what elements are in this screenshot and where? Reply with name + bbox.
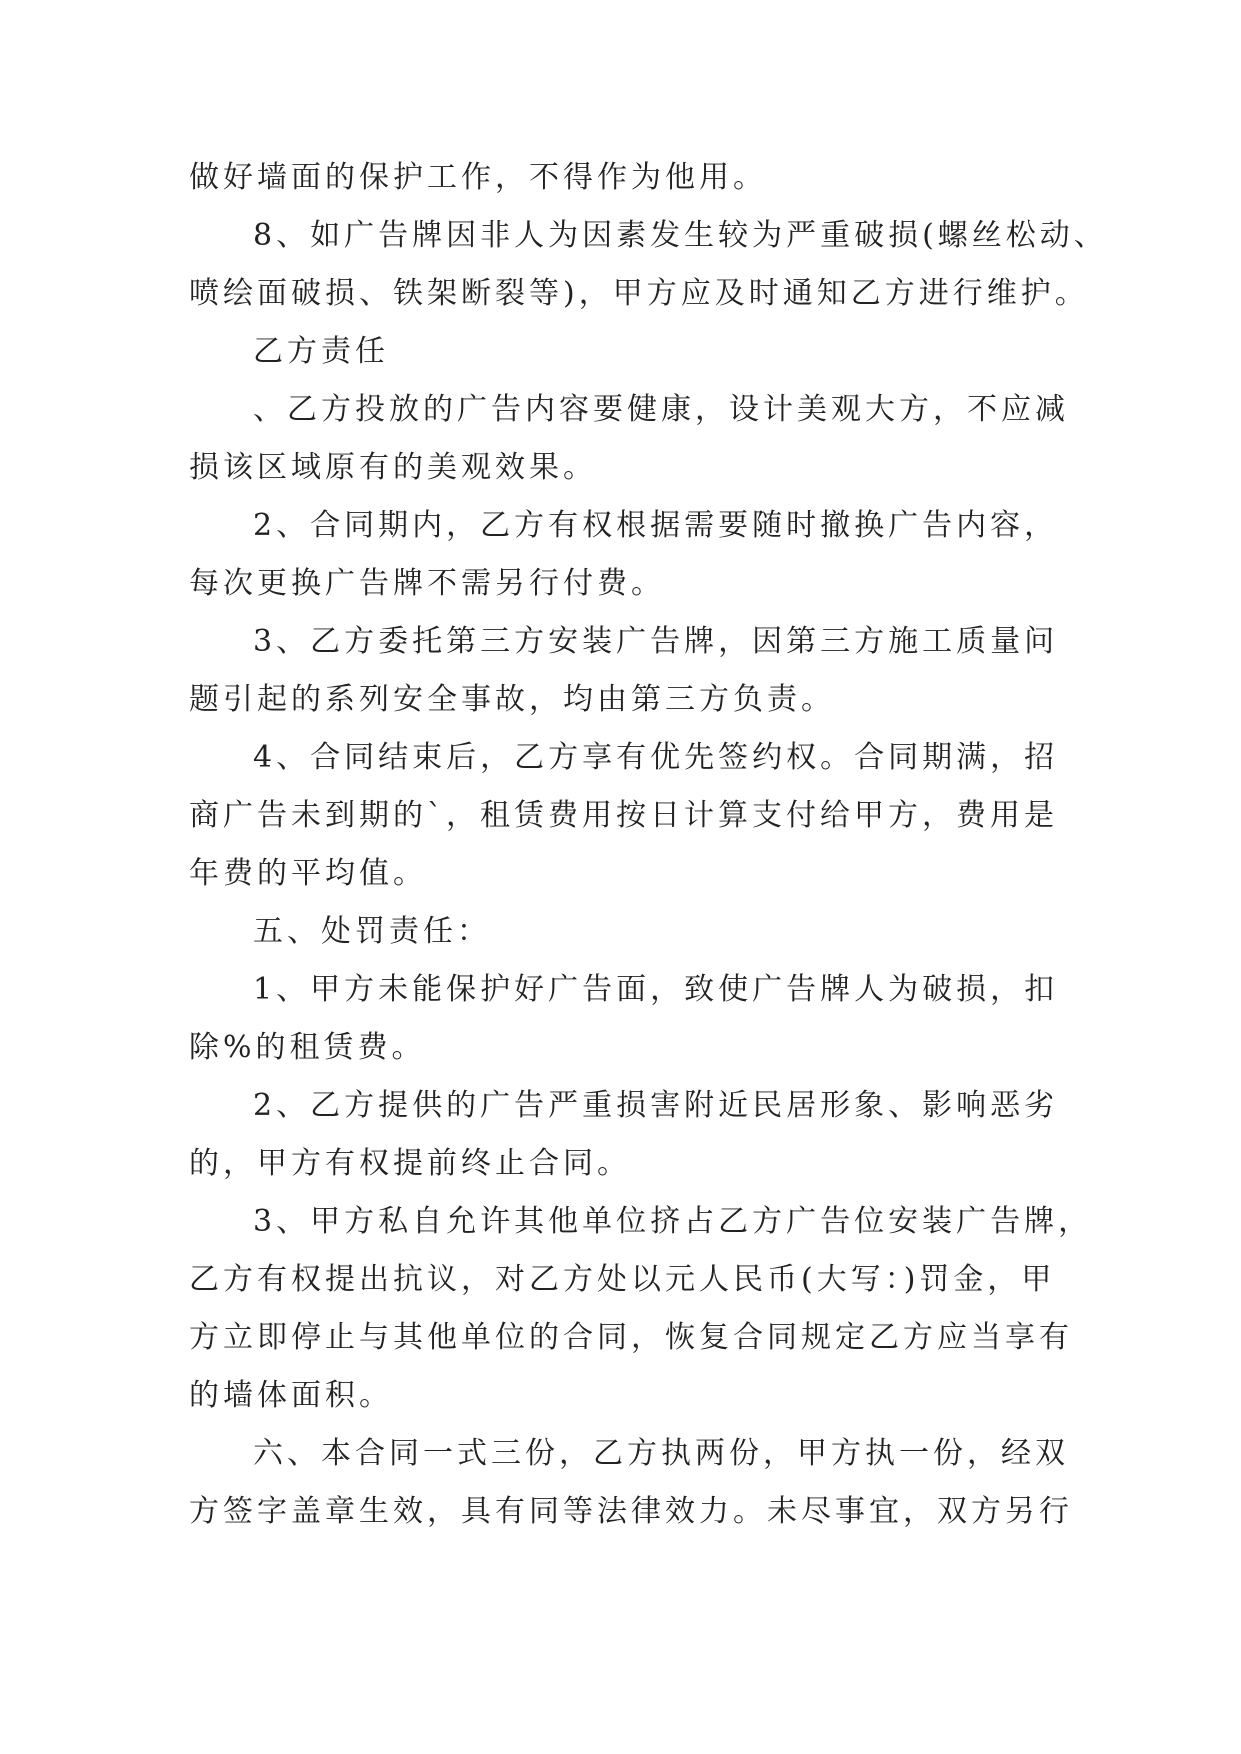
text-line: 、乙方投放的广告内容要健康，设计美观大方，不应减 bbox=[253, 392, 1069, 427]
text-line: 3、乙方委托第三方安装广告牌，因第三方施工质量问 bbox=[253, 624, 1059, 659]
text-line: 每次更换广告牌不需另行付费。 bbox=[189, 566, 665, 601]
text-line: 3、甲方私自允许其他单位挤占乙方广告位安装广告牌， bbox=[253, 1204, 1093, 1239]
text-line: 做好墙面的保护工作，不得作为他用。 bbox=[189, 160, 767, 195]
text-line: 8、如广告牌因非人为因素发生较为严重破损(螺丝松动、 bbox=[253, 218, 1108, 253]
text-line: 除%的租赁费。 bbox=[189, 1030, 426, 1065]
text-line: 2、乙方提供的广告严重损害附近民居形象、影响恶劣 bbox=[253, 1088, 1059, 1123]
text-line: 4、合同结束后，乙方享有优先签约权。合同期满，招 bbox=[253, 740, 1059, 775]
section-heading: 乙方责任 bbox=[253, 334, 389, 369]
text-line: 乙方有权提出抗议，对乙方处以元人民币(大写：)罚金，甲 bbox=[189, 1262, 1056, 1297]
text-line: 方立即停止与其他单位的合同，恢复合同规定乙方应当享有 bbox=[189, 1320, 1073, 1355]
text-line: 题引起的系列安全事故，均由第三方负责。 bbox=[189, 682, 835, 717]
text-line: 商广告未到期的`，租赁费用按日计算支付给甲方，费用是 bbox=[189, 798, 1058, 833]
text-line: 1、甲方未能保护好广告面，致使广告牌人为破损，扣 bbox=[253, 972, 1059, 1007]
document-body bbox=[189, 149, 1108, 1541]
section-heading: 五、处罚责任： bbox=[253, 914, 491, 949]
text-line: 2、合同期内，乙方有权根据需要随时撤换广告内容， bbox=[253, 508, 1059, 543]
text-line: 的，甲方有权提前终止合同。 bbox=[189, 1146, 631, 1181]
text-line: 喷绘面破损、铁架断裂等)，甲方应及时通知乙方进行维护。 bbox=[189, 276, 1089, 311]
text-line: 损该区域原有的美观效果。 bbox=[189, 450, 597, 485]
text-line: 的墙体面积。 bbox=[189, 1378, 393, 1413]
text-line: 年费的平均值。 bbox=[189, 856, 427, 891]
text-line: 六、本合同一式三份，乙方执两份，甲方执一份，经双 bbox=[253, 1436, 1069, 1471]
text-line: 方签字盖章生效，具有同等法律效力。未尽事宜，双方另行 bbox=[189, 1494, 1073, 1529]
